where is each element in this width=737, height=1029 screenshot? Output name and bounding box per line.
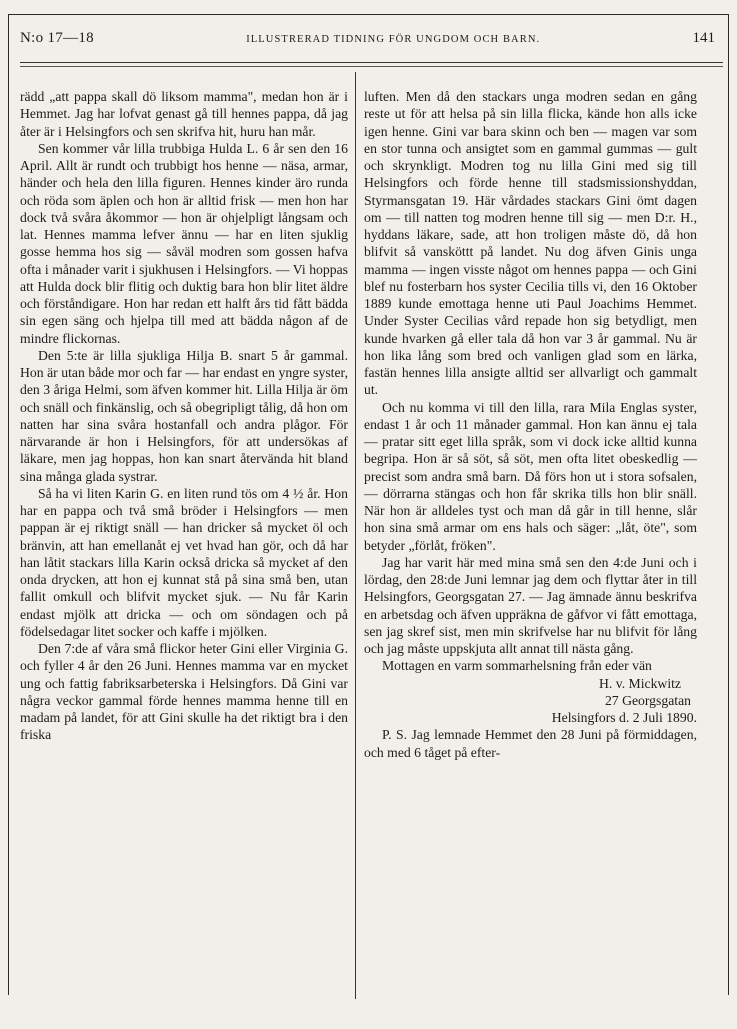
header-rule-bottom <box>20 66 723 67</box>
paragraph: Så ha vi liten Karin G. en liten rund tös om 4 ½ år. Hon har en pappa och två små bröder i Helsingfors — men pappan är ej riktigt snäll — han dricker så mycket öl och bränvin, att han emellanåt ej vet hvad han gör, och då har han låtit stackars lilla Karin också dricka så mycket af den onda drycken, att hon ej kunnat stå på sina små ben, utan fallit omkull och blifvit mycket sjuk. — Nu får Karin endast mjölk att dricka — och om söndagen och på födelsedagar litet socker och kaffe i mjölken. <box>20 485 348 639</box>
paragraph: Mottagen en varm sommarhelsning från eder vän <box>382 658 652 674</box>
right-column <box>364 88 697 761</box>
paragraph: Sen kommer vår lilla trubbiga Hulda L. 6 år sen den 16 April. Allt är rundt och trubbigt hos henne — näsa, armar, händer och hela den lilla figuren. Hennes kinder äro runda och röda som äplen och hon är alltid frisk — men hon har dock två svåra åkommor — hon är ohjelpligt långsam och lat. Hennes mamma lefver ännu — har en liten sjuklig gosse hemma hos sig — såväl modren som gossen hafva ofta i månader varit i sjukhusen i Helsingfors. — Vi hoppas att Hulda dock blir flitig och duktig bara hon blir litet äldre och förståndigare. Hon har redan ett halft års tid fått bädda sin egen säng och hjelpa till med att bädda någon af de mindre flickornas. <box>20 140 348 346</box>
paragraph: luften. Men då den stackars unga modren sedan en gång reste ut för att helsa på sin lilla flicka, kände hon alls icke igen henne. Gini var bara skinn och ben — magen var som en stor tunna och ansigtet som en gammal gummas — gult och skrynkligt. Modren tog nu lilla Gini med sig till Helsingfors och förde henne till stadsmissionshyddan, Styrmansgatan 19. Här vårdades stackars Gini ömt dagen om — till natten tog modren henne till sig — men D:r. H., hyddans läkare, sade, att hon troligen måste dö, då hon blifvit så vansköttt på landet. Nu dog äfven Ginis unga mamma — ingen visste något om hennes pappa — och Gini blef nu fosterbarn hos syster Cecilia tills vi, den 16 Oktober 1889 kunde emottaga henne uti Paul Joachims Hemmet. Under Syster Cecilias vård repade hon sig betydligt, men kunde hvarken gå eller tala då hon var 3 år gammal. Nu är hon lika lång som bred och vanligen glad som en lärka, fastän hennes lilla ansigte alltid ser allvarligt och gammalt ut. <box>364 89 697 398</box>
issue-number: N:o 17—18 <box>20 30 94 46</box>
page-number: 141 <box>692 30 715 46</box>
paragraph: Jag har varit här med mina små sen den 4:de Juni och i lördag, den 28:de Juni lemnar jag dem och flyttar åter in till Helsingfors, Georgsgatan 27. — Jag ämnade ännu beskrifva en arbetsdag och äfven uppräkna de gåfvor vi fått emottaga, sen jag skref sist, men min skrifvelse har nu blifvit för lång och jag måste uppskjuta allt annat till nästa gång. <box>364 554 697 656</box>
paragraph: Den 5:te är lilla sjukliga Hilja B. snart 5 år gammal. Hon är utan både mor och far — har endast en yngre syster, den 3 åriga Helmi, som äfven kommer hit. Lilla Hilja är öm och snäll och finkänslig, och så obegripligt tålig, då hon om natten har sina svåra hostanfall och andra plågor. För närvarande är hon i Helsingfors, för att undersökas af läkare, men jag hoppas, hon kan snart återvända hit bland sina många glada systrar. <box>20 347 348 484</box>
postscript: P. S. Jag lemnade Hemmet den 28 Juni på förmiddagen, och med 6 tåget på efter- <box>364 727 697 760</box>
signature-block <box>364 675 697 727</box>
paragraph: Och nu komma vi till den lilla, rara Mila Englas syster, endast 1 år och 11 månader gammal. Hon kan ännu ej tala — pratar sitt eget lilla språk, som vi dock icke alltid kunna begripa. Hon är så söt, så söt, men ofta litet obeskedlig — precist som andra små barn. Då förs hon ut i stora sofsalen, — dörrarna stängas och hon får skrika tills hon blir snäll. När hon är alldeles tyst och man då går in till henne, slår hon sina små armar om ens hals och säger: „låt, öte", som betyder „förlåt, fröken". <box>364 399 697 553</box>
column-divider <box>355 72 356 999</box>
signature-address: 27 Georgsgatan <box>604 692 691 708</box>
paragraph: rädd „att pappa skall dö liksom mamma", medan hon är i Hemmet. Jag har lofvat genast gå till hennes pappa, då jag åter är i Helsingfors och sen skrifva hit, huru han mår. <box>20 89 348 139</box>
paragraph: Den 7:de af våra små flickor heter Gini eller Virginia G. och fyller 4 år den 26 Juni. Hennes mamma var en mycket ung och fattig fabriksarbeterska i Helsingfors. Då Gini var några veckor gammal förde hennes mamma henne till en madam på landet, för att Gini skulle ha det riktigt bra i den friska <box>20 641 348 743</box>
page-header <box>20 30 715 54</box>
left-column <box>20 88 348 744</box>
signature-name: H. v. Mickwitz <box>599 675 681 691</box>
publication-title: ILLUSTRERAD TIDNING FÖR UNGDOM OCH BARN. <box>246 34 541 45</box>
header-rule-top <box>20 62 723 63</box>
signature-place-date: Helsingfors d. 2 Juli 1890. <box>551 710 697 725</box>
